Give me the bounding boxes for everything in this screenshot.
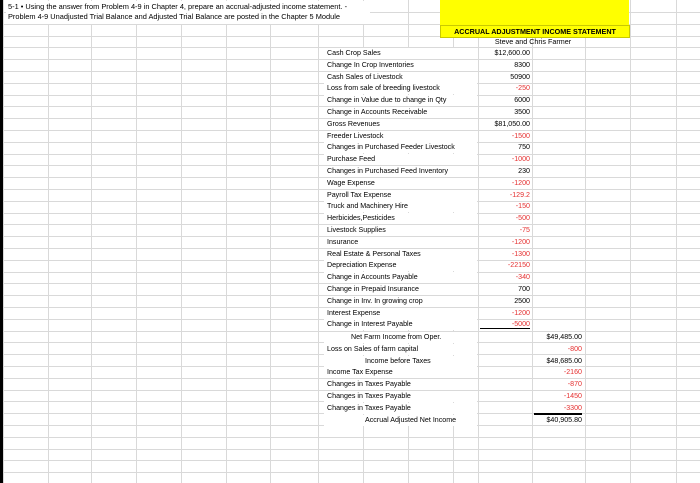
row-label: Loss from sale of breeding livestock	[327, 84, 440, 92]
grid-col-line	[226, 0, 227, 483]
row-label: Change In Crop Inventories	[327, 61, 414, 69]
total-underline	[534, 413, 582, 415]
row-value: 230	[518, 167, 530, 175]
row-value: -1300	[511, 250, 530, 258]
row-value: -1200	[511, 238, 530, 246]
row-value: -1200	[511, 309, 530, 317]
row-value: -340	[515, 273, 530, 281]
row-value: 2500	[514, 297, 530, 305]
grid-row-line	[3, 449, 700, 450]
row-label: Truck and Machinery Hire	[327, 202, 408, 210]
grid-col-line	[630, 0, 631, 483]
summary-label: Loss on Sales of farm capital	[327, 345, 419, 353]
row-label: Change in Accounts Receivable	[327, 108, 428, 116]
summary-label: Income before Taxes	[365, 357, 431, 365]
summary-value: -2160	[563, 368, 582, 376]
grid-col-line	[136, 0, 137, 483]
row-label: Freeder Livestock	[327, 132, 384, 140]
summary-value: -870	[567, 380, 582, 388]
summary-label: Income Tax Expense	[327, 368, 393, 376]
row-label: Payroll Tax Expense	[327, 191, 392, 199]
row-value: -129.2	[509, 191, 530, 199]
header-highlight	[440, 0, 629, 25]
summary-value: -3300	[563, 404, 582, 412]
row-value: -1200	[511, 179, 530, 187]
row-value: -150	[515, 202, 530, 210]
grid-row-line	[3, 437, 700, 438]
row-value: 3500	[514, 108, 530, 116]
row-label: Depreciation Expense	[327, 261, 397, 269]
row-value: -1500	[511, 132, 530, 140]
row-value: -1000	[511, 155, 530, 163]
row-value: 700	[518, 285, 530, 293]
summary-value: $40,905.80	[546, 416, 582, 424]
row-label: Insurance	[327, 238, 359, 246]
grid-col-line	[318, 0, 319, 483]
grid-col-line	[181, 0, 182, 483]
grid-col-line	[676, 0, 677, 483]
row-value: -500	[515, 214, 530, 222]
grid-col-line	[478, 0, 479, 483]
row-label: Livestock Supplies	[327, 226, 386, 234]
row-label: Wage Expense	[327, 179, 375, 187]
grid-col-line	[3, 0, 4, 483]
row-value: -5000	[480, 320, 530, 329]
row-label: Interest Expense	[327, 309, 381, 317]
row-value: 8300	[514, 61, 530, 69]
row-value: 6000	[514, 96, 530, 104]
row-label: Change in Accounts Payable	[327, 273, 418, 281]
grid-col-line	[585, 0, 586, 483]
summary-label: Net Farm Income from Oper.	[351, 333, 442, 341]
row-label: Purchase Feed	[327, 155, 376, 163]
row-value: 750	[518, 143, 530, 151]
summary-value: $49,485.00	[546, 333, 582, 341]
row-value: $81,050.00	[494, 120, 530, 128]
grid-row-line	[3, 472, 700, 473]
summary-label: Changes in Taxes Payable	[327, 392, 411, 400]
row-label: Cash Sales of Livestock	[327, 73, 403, 81]
summary-value: -1450	[563, 392, 582, 400]
grid-col-line	[270, 0, 271, 483]
summary-value: -800	[567, 345, 582, 353]
summary-value: $48,685.00	[546, 357, 582, 365]
row-label: Real Estate & Personal Taxes	[327, 250, 421, 258]
statement-title: ACCRUAL ADJUSTMENT INCOME STATEMENT	[440, 25, 630, 38]
row-label: Gross Revenues	[327, 120, 380, 128]
row-label: Herbicides,Pesticides	[327, 214, 395, 222]
summary-label: Accrual Adjusted Net Income	[365, 416, 457, 424]
row-label: Change in Prepaid Insurance	[327, 285, 419, 293]
row-value: -22150	[507, 261, 530, 269]
instructions-text: 5-1 • Using the answer from Problem 4-9 in Chapter 4, prepare an accrual-adjusted income statement. - Problem 4-9 Unadjusted Trial Balance and Adjusted Trial Balance are posted in the Chapter 5 Module	[6, 1, 370, 24]
row-label: Change in Value due to change in Qty	[327, 96, 447, 104]
grid-col-line	[48, 0, 49, 483]
statement-subtitle: Steve and Chris Farmer	[494, 37, 572, 46]
row-label: Change in Inv. In growing crop	[327, 297, 423, 305]
row-value: 50900	[510, 73, 530, 81]
row-label: Change in Interest Payable	[327, 320, 413, 328]
summary-label: Changes in Taxes Payable	[327, 404, 411, 412]
row-value: -250	[515, 84, 530, 92]
grid-row-line	[3, 460, 700, 461]
row-label: Cash Crop Sales	[327, 49, 381, 57]
row-value: $12,600.00	[494, 49, 530, 57]
row-label: Changes in Purchased Feeder Livestock	[327, 143, 455, 151]
row-label: Changes in Purchased Feed Inventory	[327, 167, 449, 175]
summary-label: Changes in Taxes Payable	[327, 380, 411, 388]
row-value: -75	[519, 226, 530, 234]
grid-col-line	[91, 0, 92, 483]
